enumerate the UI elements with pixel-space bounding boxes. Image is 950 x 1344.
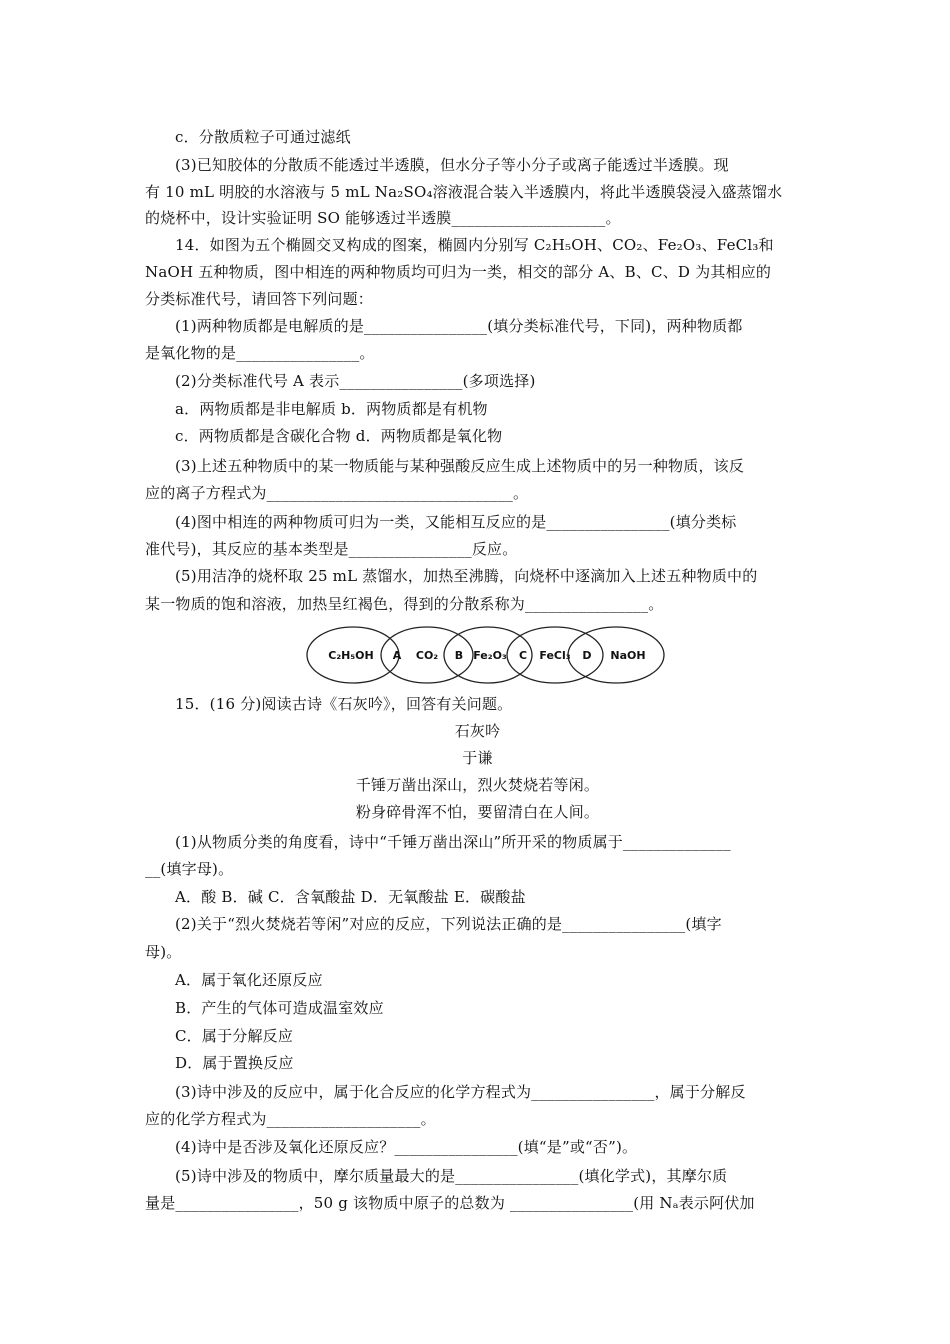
text-line: c．分散质粒子可通过滤纸 <box>175 128 351 146</box>
text-line: 母)。 <box>145 943 182 961</box>
poem-line: 千锤万凿出深山，烈火焚烧若等闲。 <box>355 776 600 794</box>
text-line: (1)两种物质都是电解质的是________________(填分类标准代号，下同)，两种物质都 <box>175 317 743 335</box>
text-line: (3)上述五种物质中的某一物质能与某种强酸反应生成上述物质中的另一种物质，该反 <box>175 457 745 475</box>
text-line: NaOH 五种物质，图中相连的两种物质均可归为一类，相交的部分 A、B、C、D 为其相应的 <box>145 263 772 281</box>
text-line: 准代号)，其反应的基本类型是________________反应。 <box>145 540 518 558</box>
substance-fecl3: FeCl₃ <box>539 649 571 662</box>
text-line: c．两物质都是含碳化合物 d．两物质都是氧化物 <box>175 427 503 445</box>
label-a: A <box>392 649 402 662</box>
poem-author: 于谦 <box>462 749 493 767</box>
label-c: C <box>518 649 528 662</box>
text-line: 14．如图为五个椭圆交叉构成的图案，椭圆内分别写 C₂H₅OH、CO₂、Fe₂O₃、FeCl₃和 <box>175 236 774 254</box>
text-line: (3)诗中涉及的反应中，属于化合反应的化学方程式为________________，属于分解反 <box>175 1083 746 1101</box>
text-line: 是氧化物的是________________。 <box>145 344 375 362</box>
text-line: __(填字母)。 <box>145 860 234 878</box>
text-line: A．酸 B．碱 C．含氧酸盐 D．无氧酸盐 E．碳酸盐 <box>175 888 526 906</box>
text-line: 有 10 mL 明胶的水溶液与 5 mL Na₂SO₄溶液混合装入半透膜内，将此半透膜袋浸入盛蒸馏水 <box>145 183 783 201</box>
substance-fe2o3: Fe₂O₃ <box>473 649 507 662</box>
label-b: B <box>454 649 464 662</box>
text-line: 15．(16 分)阅读古诗《石灰吟》，回答有关问题。 <box>175 695 513 713</box>
text-line: D．属于置换反应 <box>175 1054 294 1072</box>
text-line: 应的化学方程式为____________________。 <box>145 1110 436 1128</box>
substance-naoh: NaOH <box>610 649 646 662</box>
text-line: (4)诗中是否涉及氧化还原反应？________________(填“是”或“否”)。 <box>175 1138 638 1156</box>
text-line: (5)用洁净的烧杯取 25 mL 蒸馏水，加热至沸腾，向烧杯中逐滴加入上述五种物质中的 <box>175 567 758 585</box>
poem-title: 石灰吟 <box>454 722 501 740</box>
ellipse-diagram <box>305 624 667 686</box>
text-line: 量是________________，50 g 该物质中原子的总数为 ________________(用 Nₐ表示阿伏加 <box>145 1194 755 1212</box>
poem-line: 粉身碎骨浑不怕，要留清白在人间。 <box>355 803 600 821</box>
text-line: 应的离子方程式为________________________________。 <box>145 484 529 502</box>
substance-c2h5oh: C₂H₅OH <box>328 649 374 662</box>
label-d: D <box>582 649 592 662</box>
text-line: A．属于氧化还原反应 <box>175 971 323 989</box>
text-line: C．属于分解反应 <box>175 1027 294 1045</box>
text-line: a．两物质都是非电解质 b．两物质都是有机物 <box>175 400 488 418</box>
text-line: 的烧杯中，设计实验证明 SO 能够透过半透膜____________________。 <box>145 209 621 227</box>
text-line: (1)从物质分类的角度看，诗中“千锤万凿出深山”所开采的物质属于______________ <box>175 833 731 851</box>
text-line: 某一物质的饱和溶液，加热呈红褐色，得到的分散系称为________________。 <box>145 595 664 613</box>
text-line: (2)分类标准代号 A 表示________________(多项选择) <box>175 372 536 390</box>
substance-co2: CO₂ <box>415 649 439 662</box>
text-line: (4)图中相连的两种物质可归为一类，又能相互反应的是________________(填分类标 <box>175 513 737 531</box>
text-line: (5)诗中涉及的物质中，摩尔质量最大的是________________(填化学式)，其摩尔质 <box>175 1167 728 1185</box>
text-line: 分类标准代号，请回答下列问题： <box>145 290 374 308</box>
text-line: (3)已知胶体的分散质不能透过半透膜，但水分子等小分子或离子能透过半透膜。现 <box>175 156 729 174</box>
text-line: (2)关于“烈火焚烧若等闲”对应的反应，下列说法正确的是________________(填字 <box>175 915 722 933</box>
text-line: B．产生的气体可造成温室效应 <box>175 999 384 1017</box>
